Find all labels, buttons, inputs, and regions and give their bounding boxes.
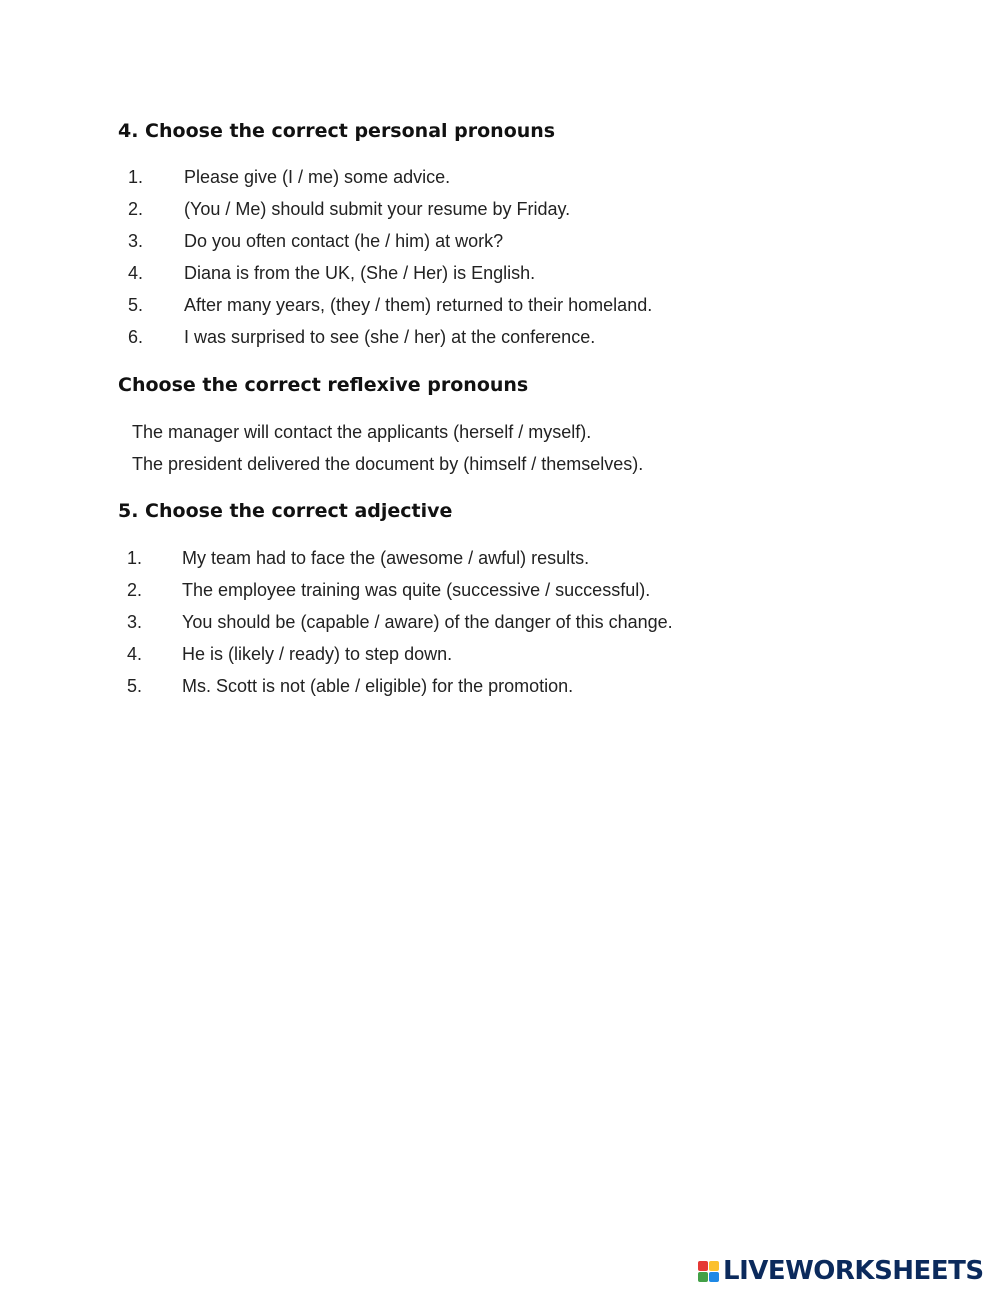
logo-icon bbox=[698, 1261, 719, 1282]
item-text: Diana is from the UK, (She / Her) is English. bbox=[184, 263, 536, 283]
item-number: 2. bbox=[127, 580, 143, 600]
item-text: You should be (capable / aware) of the danger of this change. bbox=[182, 612, 673, 632]
item-number: 4. bbox=[127, 644, 143, 664]
logo-square-red bbox=[698, 1261, 708, 1271]
item-text: The employee training was quite (successive / successful). bbox=[182, 580, 651, 600]
item-text: Please give (I / me) some advice. bbox=[184, 167, 451, 187]
liveworksheets-logo bbox=[698, 1256, 984, 1286]
item-text: I was surprised to see (she / her) at the conference. bbox=[184, 327, 596, 347]
item-text: After many years, (they / them) returned to their homeland. bbox=[184, 295, 653, 315]
item-number: 1. bbox=[128, 167, 144, 187]
item-number: 2. bbox=[128, 199, 144, 219]
item-number: 3. bbox=[127, 612, 143, 632]
section-title-adjective: 5. Choose the correct adjective bbox=[118, 500, 453, 522]
item-number: 1. bbox=[127, 548, 143, 568]
item-number: 3. bbox=[128, 231, 144, 251]
logo-text: LIVEWORKSHEETS bbox=[723, 1256, 984, 1286]
logo-square-yellow bbox=[709, 1261, 719, 1271]
item-text: Do you often contact (he / him) at work? bbox=[184, 231, 504, 251]
item-number: 5. bbox=[128, 295, 144, 315]
logo-square-green bbox=[698, 1272, 708, 1282]
section-title-personal-pronouns: 4. Choose the correct personal pronouns bbox=[118, 120, 556, 142]
item-text: He is (likely / ready) to step down. bbox=[182, 644, 453, 664]
item-number: 5. bbox=[127, 676, 143, 696]
item-text: Ms. Scott is not (able / eligible) for the promotion. bbox=[182, 676, 574, 696]
logo-square-blue bbox=[709, 1272, 719, 1282]
section-title-reflexive-pronouns: Choose the correct reflexive pronouns bbox=[118, 374, 529, 396]
list-item: The manager will contact the applicants (herself / myself). bbox=[132, 422, 592, 442]
item-text: (You / Me) should submit your resume by Friday. bbox=[184, 199, 571, 219]
item-number: 6. bbox=[128, 327, 144, 347]
list-item: The president delivered the document by (himself / themselves). bbox=[132, 454, 644, 474]
item-number: 4. bbox=[128, 263, 144, 283]
item-text: My team had to face the (awesome / awful) results. bbox=[182, 548, 590, 568]
